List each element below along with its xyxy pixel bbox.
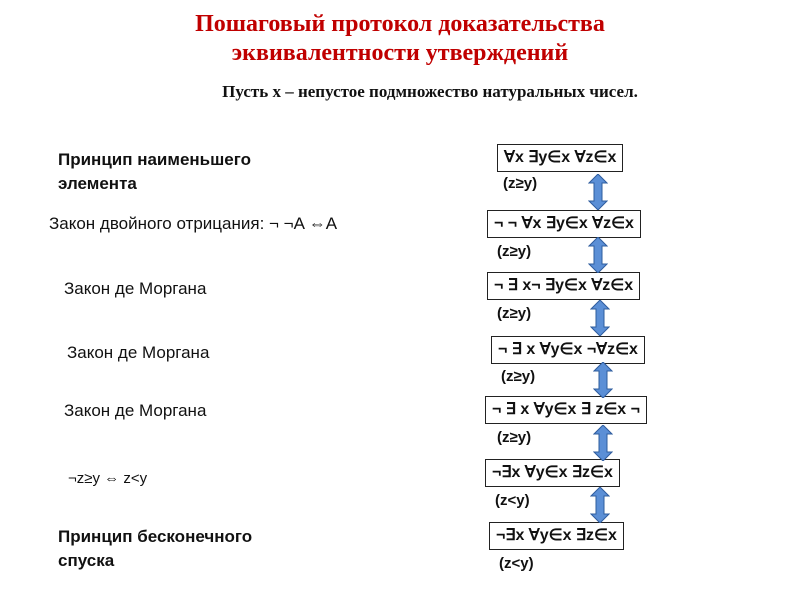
rule-negation-inequality: ¬z≥y ⇔ z<y [68, 470, 148, 487]
condition-1: (z≥y) [503, 175, 538, 192]
equivalence-arrow-2 [588, 237, 608, 273]
title-line-1: Пошаговый протокол доказательства [195, 11, 605, 37]
rule-infinite-descent-line-2: спуска [58, 551, 115, 570]
equivalence-arrow-4 [593, 362, 613, 398]
formula-box-2: ¬ ¬ ∀x ∃y∈x ∀z∈x [487, 210, 641, 238]
rule-double-negation: Закон двойного отрицания: ¬ ¬A ⇔A [49, 214, 338, 233]
condition-3: (z≥y) [497, 305, 532, 322]
formula-box-3: ¬ ∃ x¬ ∃y∈x ∀z∈x [487, 272, 640, 300]
rule-de-morgan-1: Закон де Моргана [64, 279, 207, 298]
condition-5: (z≥y) [497, 429, 532, 446]
title-line-2: эквивалентности утверждений [231, 40, 569, 66]
formula-box-5: ¬ ∃ x ∀y∈x ∃ z∈x ¬ [485, 396, 647, 424]
equivalence-arrow-6 [590, 487, 610, 523]
rule-least-element-line-1: Принцип наименьшего [58, 150, 252, 169]
formula-box-6: ¬∃x ∀y∈x ∃z∈x [485, 459, 620, 487]
rule-least-element-line-2: элемента [58, 174, 137, 193]
equivalence-arrow-5 [593, 425, 613, 461]
formula-box-7: ¬∃x ∀y∈x ∃z∈x [489, 522, 624, 550]
formula-box-1: ∀x ∃y∈x ∀z∈x [497, 144, 623, 172]
rule-infinite-descent [58, 525, 252, 573]
slide-title [0, 10, 800, 68]
condition-2: (z≥y) [497, 243, 532, 260]
rule-de-morgan-3: Закон де Моргана [64, 401, 207, 420]
rule-de-morgan-2: Закон де Моргана [67, 343, 210, 362]
rule-infinite-descent-line-1: Принцип бесконечного [58, 527, 253, 546]
subtitle: Пусть x – непустое подмножество натуральных чисел. [222, 82, 638, 101]
equivalence-arrow-1 [588, 174, 608, 210]
condition-7: (z<y) [499, 555, 534, 572]
equivalence-arrow-3 [590, 300, 610, 336]
condition-6: (z<y) [495, 492, 530, 509]
condition-4: (z≥y) [501, 368, 536, 385]
formula-box-4: ¬ ∃ x ∀y∈x ¬∀z∈x [491, 336, 645, 364]
rule-least-element [58, 148, 251, 196]
